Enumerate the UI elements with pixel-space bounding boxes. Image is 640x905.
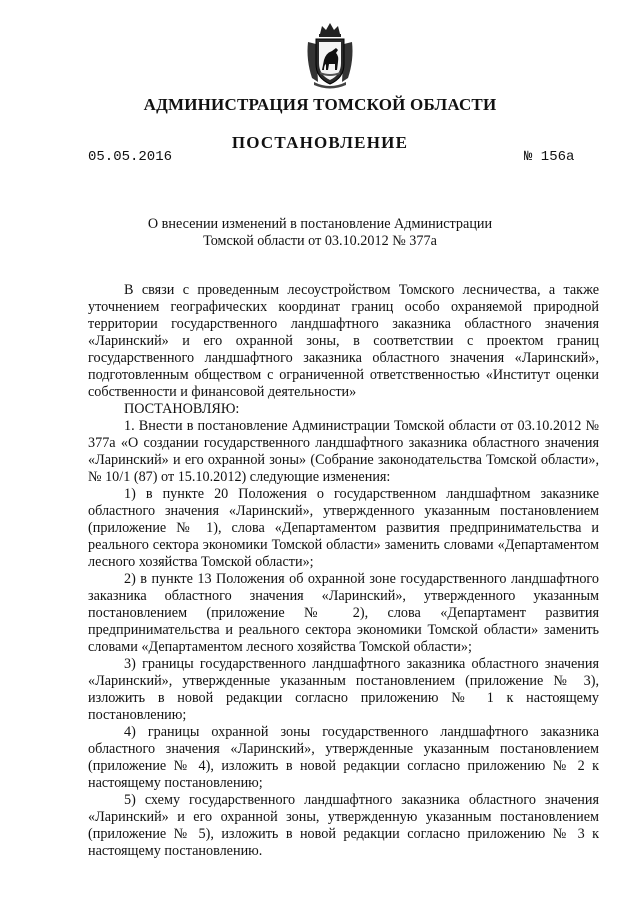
document-date: 05.05.2016: [88, 149, 173, 165]
organization-title: АДМИНИСТРАЦИЯ ТОМСКОЙ ОБЛАСТИ: [143, 95, 497, 114]
subitem-2-paragraph: 2) в пункте 13 Положения об охранной зоне государственного ландшафтного заказника областного значения «Ларинский», утвержденного указанным постановлением (приложение № 2), слова «Департамент развития предпринимательства и реального сектора экономики Томской области» заменить словами «Департаментом лесного хозяйства Томской области»;: [88, 571, 599, 655]
document-subject: [120, 216, 520, 250]
resolve-paragraph: ПОСТАНОВЛЯЮ:: [124, 401, 240, 417]
subject-line-1: О внесении изменений в постановление Администрации: [147, 216, 493, 232]
preamble-paragraph: В связи с проведенным лесоустройством Томского лесничества, а также уточнением географических координат границ особо охраняемой природной территории государственного ландшафтного заказника областного значения «Ларинский» и его охранной зоны, в соответствии с проектом границ государственного ландшафтного заказника областного значения «Ларинский», подготовленным обществом с ограниченной ответственностью «Институт оценки собственности и финансовой деятельности»: [88, 282, 599, 400]
document-number: № 156а: [524, 149, 575, 165]
subitem-3-paragraph: 3) границы государственного ландшафтного заказника областного значения «Ларинский», утвержденные указанным постановлением (приложение № 3), изложить в новой редакции согласно приложению № 1 к настоящему постановлению;: [88, 656, 599, 723]
subitem-1-paragraph: 1) в пункте 20 Положения о государственном ландшафтном заказнике областного значения «Ларинский», утвержденного указанным постановлением (приложение № 1), слова «Департаментом развития предпринимательства и реального сектора экономики Томской области» заменить словами «Департаментом лесного хозяйства Томской области»;: [88, 486, 599, 570]
document-type-heading: ПОСТАНОВЛЕНИЕ: [231, 133, 409, 152]
subitem-4-paragraph: 4) границы охранной зоны государственного ландшафтного заказника областного значения «Ларинский», утвержденные указанным постановлением (приложение № 4), изложить в новой редакции согласно приложению № 2 к настоящему постановлению;: [88, 724, 599, 791]
document-body: [88, 282, 599, 860]
subject-line-2: Томской области от 03.10.2012 № 377а: [203, 233, 437, 249]
item-1-paragraph: 1. Внести в постановление Администрации Томской области от 03.10.2012 № 377а «О создании государственного ландшафтного заказника областного значения «Ларинский» и его охранной зоны» (Собрание законодательства Томской области», № 10/1 (87) от 15.10.2012) следующие изменения:: [88, 418, 599, 485]
tomsk-region-coat-of-arms-icon: [302, 20, 358, 90]
subitem-5-paragraph: 5) схему государственного ландшафтного заказника областного значения «Ларинский» и его охранной зоны, утвержденную указанным постановлением (приложение № 5), изложить в новой редакции согласно приложению № 3 к настоящему постановлению.: [88, 792, 599, 859]
